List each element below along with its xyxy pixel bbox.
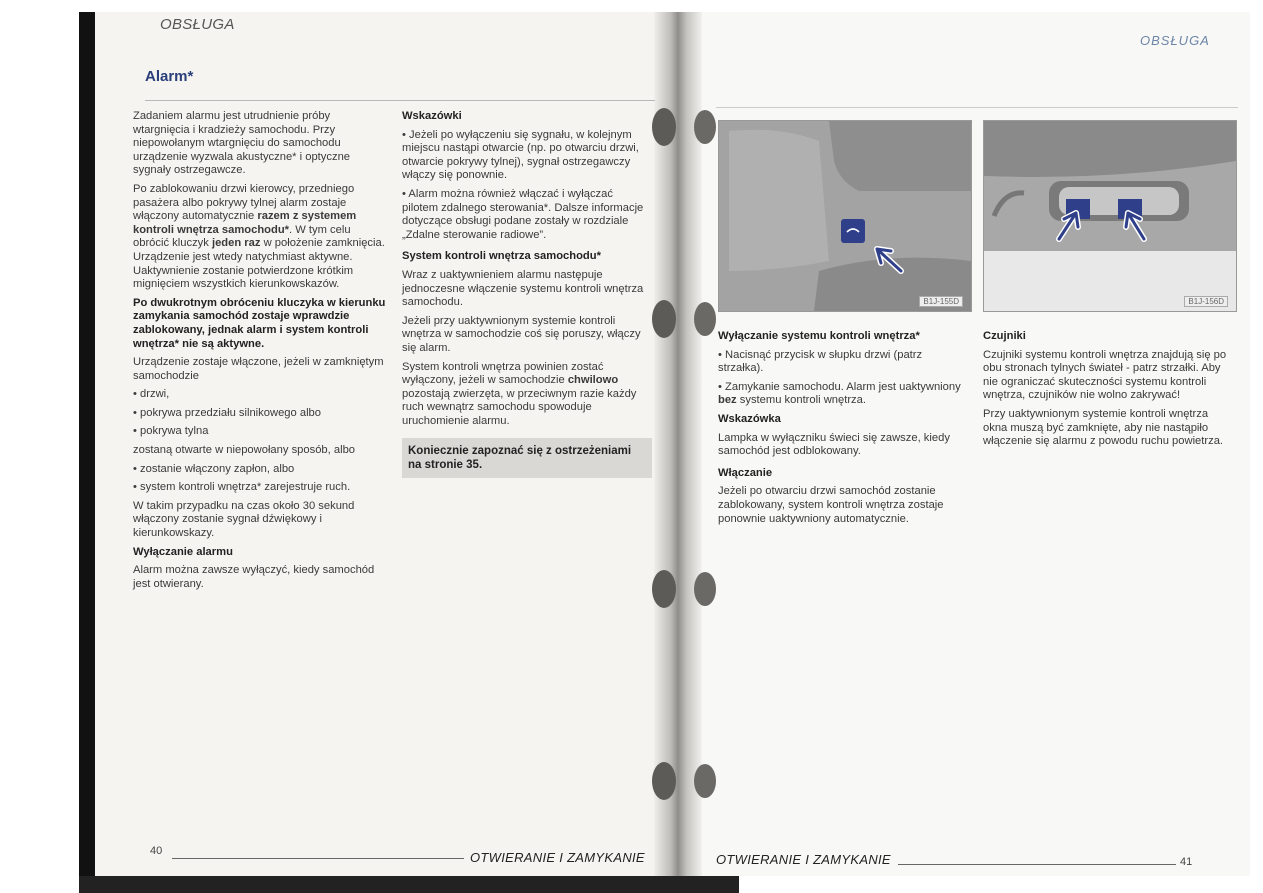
paragraph: Po zablokowaniu drzwi kierowcy, przedniego pasażera albo pokrywy tylnej alarm zostaje włączony automatycznie razem z systemem kontroli wnętrza samochodu*. W tym celu obrócić kluczyk jeden raz w położenie zamknięcia. Urządzenie jest wtedy natychmiast aktywne. Uaktywnienie zostanie potwierdzone krótkim mignięciem wszystkich kierunkowskazów.	[133, 182, 385, 291]
paragraph: System kontroli wnętrza powinien zostać wyłączony, jeżeli w samochodzie chwilowo pozostają zwierzęta, w przeciwnym razie każdy ruch wewnątrz samochodu spowoduje uruchomienie alarmu.	[402, 360, 637, 427]
figure-label: B1J-155D	[919, 296, 963, 307]
binder-hole	[694, 572, 716, 606]
bullet-item: • Nacisnąć przycisk w słupku drzwi (patrz strzałka).	[718, 349, 970, 376]
figure-rear-sensors	[983, 120, 1237, 312]
left-column-2	[402, 110, 652, 478]
bullet-item: • zostanie włączony zapłon, albo	[133, 463, 388, 477]
right-column-1	[718, 330, 970, 531]
footer-title-right: OTWIERANIE I ZAMYKANIE	[716, 852, 891, 867]
warning-box: Koniecznie zapoznać się z ostrzeżeniami na stronie 35.	[402, 438, 652, 478]
binder-hole	[652, 300, 676, 338]
paragraph: Jeżeli przy uaktywnionym systemie kontroli wnętrza w samochodzie coś się poruszy, włączy się alarm.	[402, 314, 641, 354]
subheading: Czujniki	[983, 330, 1026, 342]
bullet-item: • Zamykanie samochodu. Alarm jest uaktywniony bez systemu kontroli wnętrza.	[718, 381, 970, 408]
figure-door-pillar	[718, 120, 972, 312]
rear-sensors-illustration	[984, 121, 1236, 311]
paragraph: Zadaniem alarmu jest utrudnienie próby wtargnięcia i kradzieży samochodu. Przy niepowołanym wtargnięciu do samochodu urządzenie wyzwala akustyczne* i optyczne sygnały ostrzegawcze.	[133, 110, 351, 177]
figure-label: B1J-156D	[1184, 296, 1228, 307]
paragraph: Urządzenie zostaje włączone, jeżeli w zamkniętym samochodzie	[133, 356, 384, 382]
subheading: Wskazówki	[402, 110, 462, 122]
page-number-right: 41	[1180, 856, 1193, 868]
footer-rule	[172, 858, 464, 859]
paragraph: Przy uaktywnionym systemie kontroli wnętrza okna muszą być zamknięte, aby nie nastąpiło włączenie się alarmu z powodu ruchu powietrza.	[983, 407, 1224, 448]
bullet-item: • pokrywa tylna	[133, 425, 388, 439]
paragraph: Alarm można zawsze wyłączyć, kiedy samochód jest otwierany.	[133, 564, 375, 590]
paragraph: Wraz z uaktywnieniem alarmu następuje jednoczesne włączenie systemu kontroli wnętrza samochodu.	[402, 268, 644, 309]
binder-hole	[652, 108, 676, 146]
binder-hole	[652, 762, 676, 800]
left-column-1	[133, 110, 388, 596]
bullet-item: • drzwi,	[133, 388, 388, 402]
subheading: Włączanie	[718, 466, 773, 479]
title-divider	[145, 100, 655, 101]
subheading: Wskazówka	[718, 412, 781, 425]
bullet-item: • Jeżeli po wyłączeniu się sygnału, w kolejnym miejscu nastąpi otwarcie (np. po otwarciu drzwi, otwarcie pokrywy tylnej), sygnał ostrzegawczy włączy się ponownie.	[402, 129, 652, 183]
footer-title-left: OTWIERANIE I ZAMYKANIE	[470, 850, 645, 865]
bullet-item: • Alarm można również włączać i wyłączać pilotem zdalnego sterowania*. Dalsze informacje dotyczące obsługi podane zostały w rozdziale „Zdalne sterowanie radiowe”.	[402, 188, 652, 242]
header-divider	[716, 107, 1238, 108]
bold-paragraph: Po dwukrotnym obróceniu kluczyka w kierunku zamykania samochód zostaje wprawdzie zablokowany, jednak alarm i system kontroli wnętrza* nie są aktywne.	[133, 296, 386, 350]
subheading: System kontroli wnętrza samochodu*	[402, 250, 601, 263]
right-column-2	[983, 330, 1235, 454]
paragraph: Czujniki systemu kontroli wnętrza znajdują się po obu stronach tylnych świateł - patrz strzałki. Aby nie ograniczać skuteczności systemu kontroli wnętrza, czujników nie wolno zakrywać!	[983, 348, 1227, 402]
door-pillar-illustration	[719, 121, 971, 311]
binder-hole	[652, 570, 676, 608]
footer-rule	[898, 864, 1176, 865]
subheading: Wyłączanie alarmu	[133, 545, 233, 558]
scan-edge-left	[79, 12, 95, 893]
page-number-left: 40	[150, 845, 163, 857]
paragraph: Lampka w wyłączniku świeci się zawsze, kiedy samochód jest odblokowany.	[718, 431, 950, 458]
binder-hole	[694, 302, 716, 336]
paragraph: Jeżeli po otwarciu drzwi samochód zostanie zablokowany, system kontroli wnętrza zostaje ponownie uaktywniony automatycznie.	[718, 485, 944, 525]
section-title: Alarm*	[145, 68, 194, 85]
bullet-item: • pokrywa przedziału silnikowego albo	[133, 407, 388, 421]
subheading: Wyłączanie systemu kontroli wnętrza*	[718, 330, 920, 342]
paragraph: W takim przypadku na czas około 30 sekund włączony zostanie sygnał dźwiękowy i kierunkowskazy.	[133, 499, 355, 540]
page-header-left: OBSŁUGA	[160, 16, 235, 33]
binder-hole	[694, 110, 716, 144]
page-header-right: OBSŁUGA	[1140, 33, 1210, 48]
bullet-item: • system kontroli wnętrza* zarejestruje ruch.	[133, 481, 388, 495]
scan-edge-bottom	[79, 876, 739, 893]
paragraph: zostaną otwarte w niepowołany sposób, albo	[133, 444, 356, 457]
binder-hole	[694, 764, 716, 798]
